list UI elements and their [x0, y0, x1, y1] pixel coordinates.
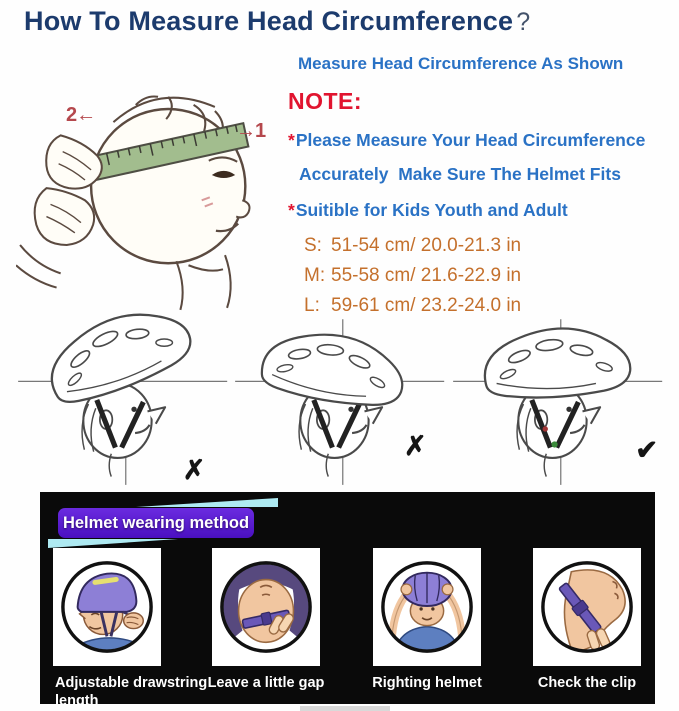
size-row-s: S: 51-54 cm/ 20.0-21.3 in [304, 235, 522, 256]
step-righting-helmet [372, 548, 482, 691]
size-row-l: L: 59-61 cm/ 23.2-24.0 in [304, 295, 522, 316]
fit-example-tilted-forward [231, 312, 448, 490]
size-row-m: M: 55-58 cm/ 21.6-22.9 in [304, 265, 522, 286]
wrong-mark: ✗ [182, 455, 206, 485]
step-caption: Adjustable drawstring length [55, 675, 208, 709]
step-caption: Leave a little gap [207, 675, 325, 691]
note-line-2: Accurately Make Sure The Helmet Fits [299, 164, 621, 184]
step-caption: Check the clip [537, 675, 637, 691]
chin-gap-illustration [217, 558, 315, 656]
banner-label-badge [58, 508, 254, 538]
helmet-wearing-method-banner [40, 492, 655, 709]
step-card [53, 548, 161, 666]
tape-end-label-2: 2← [66, 104, 96, 126]
correct-mark: ✔ [635, 435, 658, 465]
note-line-1: *Please Measure Your Head Circumference [288, 130, 646, 150]
page-title-text: How To Measure Head Circumference [24, 6, 514, 36]
measure-caption: Measure Head Circumference As Shown [298, 54, 624, 73]
check-clip-illustration [538, 558, 636, 656]
banner-label: Helmet wearing method [62, 513, 250, 532]
measuring-illustration [16, 46, 292, 312]
fit-example-correct [449, 312, 666, 490]
fit-example-tilted-back [14, 312, 231, 490]
step-card [212, 548, 320, 666]
step-leave-gap [207, 548, 325, 691]
helmet-fit-examples [14, 312, 666, 490]
page-title-question-mark: ? [516, 8, 531, 36]
size-chart [304, 231, 674, 321]
child-head-tape-drawing [16, 46, 292, 312]
info-column [288, 54, 674, 321]
step-card [533, 548, 641, 666]
note-line-3: *Suitible for Kids Youth and Adult [288, 200, 568, 220]
drawstring-illustration [58, 558, 156, 656]
page-title [24, 6, 530, 37]
step-card [373, 548, 481, 666]
note-star-1: * [288, 130, 295, 150]
righting-helmet-illustration [378, 558, 476, 656]
wrong-mark: ✗ [404, 431, 427, 461]
badge-accent-bottom [48, 539, 178, 548]
note-heading: NOTE: [288, 88, 363, 114]
bottom-edge-pill [300, 706, 390, 711]
wearing-steps [40, 548, 655, 709]
step-adjust-drawstring [53, 548, 208, 709]
badge-accent-top [136, 498, 278, 507]
tape-end-label-1: →1 [236, 120, 266, 142]
note-star-2: * [288, 200, 295, 220]
step-check-clip [533, 548, 641, 691]
step-caption: Righting helmet [372, 675, 482, 691]
helmet-tilted-forward-drawing [231, 312, 448, 490]
helmet-correct-drawing [449, 312, 666, 490]
